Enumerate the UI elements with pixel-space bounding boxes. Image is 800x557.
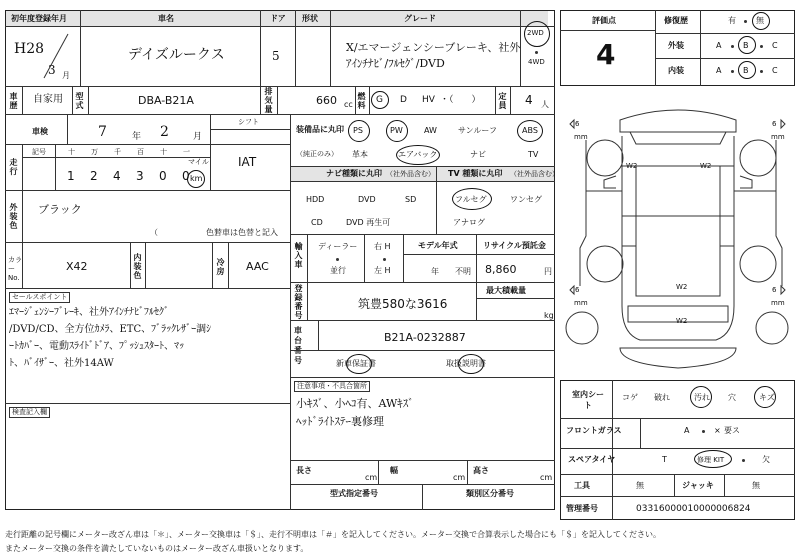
- mileage-label: 走行: [9, 158, 18, 176]
- seat-condition-item: キズ: [759, 393, 775, 402]
- wheel-front-left: [587, 140, 623, 176]
- type-approval-label: 型式指定番号: [330, 489, 378, 498]
- chassis-value: B21A-0232887: [384, 331, 466, 344]
- seat-condition-item: 穴: [728, 393, 736, 402]
- seat-scratch-circle: [754, 386, 776, 408]
- bracket-mm-rr: mm: [771, 299, 785, 307]
- tv-label: TV 種類に丸印: [448, 169, 503, 178]
- model-year-label: モデル年式: [418, 241, 458, 250]
- first-reg-era: H28: [14, 41, 45, 57]
- mileage-digit-header: 十: [160, 148, 167, 156]
- width-cm: cm: [453, 473, 466, 482]
- navi-label: ナビ種類に丸印: [326, 169, 382, 178]
- seat-condition-item: 汚れ: [694, 393, 710, 402]
- height-cm: cm: [540, 473, 553, 482]
- equip-navi: ナビ: [470, 150, 486, 159]
- displacement-label: 排気量: [264, 87, 273, 114]
- bracket-label-rl: 6: [575, 286, 580, 294]
- capacity-value: 4: [525, 93, 533, 107]
- ac-value: AAC: [246, 260, 269, 273]
- mileage-digit-header: 百: [137, 148, 144, 156]
- mileage-digit: 1: [67, 169, 75, 183]
- height-label: 高さ: [473, 466, 489, 475]
- mgmt-label: 管理番号: [566, 504, 598, 513]
- color-value: ブラック: [38, 203, 82, 216]
- bracket-mm-fl: mm: [574, 133, 588, 141]
- color-no-label: カラーNo.: [8, 256, 22, 282]
- mileage-digit-header: 一: [183, 148, 190, 156]
- mileage-digit: 4: [113, 169, 121, 183]
- equipment-sub: （純正のみ）: [296, 150, 338, 158]
- score-label: 評価点: [592, 16, 616, 25]
- recycle-value: 8,860: [485, 263, 517, 276]
- inspection-year: 7: [98, 124, 107, 140]
- color-note: 色替車は色替と記入: [206, 228, 278, 237]
- interior-label: 内装: [668, 66, 684, 75]
- max-load-kg: kg: [544, 311, 554, 320]
- drive-2wd: 2WD: [527, 29, 544, 37]
- model-value: DBA-B21A: [138, 94, 194, 107]
- grade-line2: ｱｲﾝﾁﾅﾋﾞ/ﾌﾙｾｸﾞ/DVD: [346, 57, 445, 70]
- import-label: 輸入車: [294, 242, 303, 269]
- notes-line1: 小ｷｽﾞ、小ﾍｺ有、AWｷｽﾞ: [296, 397, 414, 410]
- windshield-replace: 要ス: [724, 426, 740, 435]
- navi-sub: （社外品含む）: [386, 170, 435, 178]
- mileage-digit: 0: [159, 169, 167, 183]
- shift-value: IAT: [238, 155, 257, 169]
- mileage-digit: 2: [90, 169, 98, 183]
- inspection-label: 車検: [32, 127, 48, 136]
- door-label: ドア: [270, 14, 286, 23]
- drive-4wd: 4WD: [528, 58, 545, 66]
- score-value: 4: [596, 38, 616, 71]
- repair-none: 無: [756, 16, 764, 25]
- tv-analog: アナログ: [453, 218, 485, 227]
- seat-dirt-circle: [690, 386, 712, 408]
- model-label: 型式: [75, 92, 84, 110]
- mgmt-value: 03316000010000006824: [636, 504, 751, 514]
- mileage-digit: 0: [182, 169, 190, 183]
- equip-abs: ABS: [522, 126, 538, 135]
- interior-a: A: [716, 66, 722, 75]
- exterior-c: C: [772, 41, 778, 50]
- spare-kit: 修理 KIT: [697, 456, 725, 464]
- capacity-label: 定員: [498, 92, 507, 110]
- interior-b: B: [743, 66, 749, 75]
- mileage-digit: 3: [136, 169, 144, 183]
- jack-label: ジャッキ: [682, 481, 714, 490]
- import-right-h: 右 H: [374, 242, 391, 251]
- fuel-d: D: [400, 95, 407, 105]
- equipment-label: 装備品に丸印: [296, 125, 344, 134]
- bracket-label-fl: 6: [575, 120, 580, 128]
- w2-label-3: W2: [676, 283, 688, 291]
- wheel-spare-left: [566, 312, 598, 344]
- equip-aw: AW: [424, 126, 437, 135]
- displacement-unit: cc: [344, 100, 353, 109]
- bracket-mm-rl: mm: [574, 299, 588, 307]
- manual: 取扱説明書: [446, 359, 486, 368]
- usage-label: 車歴: [9, 92, 18, 110]
- import-dealer: ディーラー: [318, 242, 358, 251]
- exterior-b: B: [743, 41, 749, 50]
- windshield-mark: ×: [714, 426, 721, 435]
- spare-t: T: [662, 455, 667, 464]
- equip-airbag: エアバック: [398, 150, 438, 159]
- import-left-h: 左 H: [374, 266, 391, 275]
- recycle-yen: 円: [544, 267, 552, 276]
- color-no-value: X42: [66, 260, 88, 273]
- inspection-month: 2: [160, 124, 169, 140]
- repair-has: 有: [728, 16, 736, 25]
- notes-label: 注意事項・不具合箇所: [294, 381, 370, 392]
- sales-point-line: ｴﾏｰｼﾞｪﾝｼｰﾌﾞﾚｰｷ、社外ｱｲﾝﾁﾅﾋﾞﾌﾙｾｸﾞ: [9, 307, 169, 318]
- seat-condition-item: コゲ: [622, 393, 638, 402]
- mile-label: マイル: [188, 158, 209, 166]
- ac-label: 冷房: [216, 258, 225, 276]
- length-label: 長さ: [296, 466, 312, 475]
- equip-sunroof: サンルーフ: [458, 126, 497, 135]
- equip-pw: PW: [390, 126, 403, 135]
- tools-label: 工具: [574, 481, 590, 490]
- length-cm: cm: [365, 473, 378, 482]
- w2-label-2: W2: [700, 162, 712, 170]
- mileage-digit-header: 千: [114, 148, 121, 156]
- windshield-a: A: [684, 426, 690, 435]
- new-car-warranty: 新車保証書: [336, 359, 376, 368]
- sales-points-label: セールスポイント: [9, 292, 70, 303]
- interior-c: C: [772, 66, 778, 75]
- shift-label: シフト: [238, 118, 259, 126]
- bracket-label-fr: 6: [772, 120, 777, 128]
- month-unit: 月: [62, 71, 70, 80]
- exterior-label: 外装: [668, 41, 684, 50]
- registration-label: 登録番号: [294, 284, 303, 320]
- footer-line1: 走行距離の記号欄にメーター改ざん車は「＊」、メーター交換車は「＄」、走行不明車は「＃」を記入してください。メーター交換で合算表示した場合にも「＄」を記入してください。: [5, 530, 661, 539]
- capacity-unit: 人: [541, 100, 549, 109]
- recycle-label: リサイクル預託金: [483, 241, 546, 250]
- w2-label-1: W2: [626, 162, 638, 170]
- shape-label: 形状: [302, 14, 318, 23]
- first-reg-label: 初年度登録年月: [11, 14, 67, 23]
- usage-value: 自家用: [33, 94, 63, 105]
- equip-leather: 革本: [352, 150, 368, 159]
- inspection-month-unit: 月: [193, 132, 203, 142]
- navi-dvd-play: DVD 再生可: [346, 218, 391, 227]
- model-year-unit: 年: [431, 267, 439, 276]
- grade-line1: X/エマージェンシーブレーキ、社外: [346, 41, 521, 54]
- sales-point-line: ﾄ、ﾊﾞｲｻﾞｰ、社外14AW: [9, 358, 114, 369]
- spare-tire-label: スペアタイヤ: [568, 455, 616, 464]
- bracket-label-rr: 6: [772, 286, 777, 294]
- registration-value: 筑豊580な3616: [358, 297, 448, 311]
- sales-point-line: ｰﾄｶﾊﾞｰ、電動ｽﾗｲﾄﾞﾄﾞｱ、ﾌﾟｯｼｭｽﾀｰﾄ、ﾏｯ: [9, 341, 184, 352]
- import-parallel: 並行: [330, 266, 346, 275]
- tv-oneseg: ワンセグ: [510, 195, 542, 204]
- displacement-value: 660: [316, 94, 337, 107]
- inspector-label: 検査記入欄: [9, 407, 50, 418]
- footer-line2: またメーター交換の条件を満たしていないものはメーター改ざん車扱いとなります。: [5, 544, 309, 553]
- mileage-symbol-label: 記号: [32, 148, 46, 156]
- car-name-value: デイズルークス: [128, 47, 225, 63]
- car-name-label: 車名: [158, 14, 174, 23]
- w2-label-4: W2: [676, 317, 688, 325]
- category-label: 類別区分番号: [466, 489, 514, 498]
- car-damage-diagram: [560, 96, 795, 378]
- equip-ps: PS: [353, 126, 363, 135]
- fuel-hv: HV: [422, 95, 435, 105]
- mileage-digit-header: 万: [91, 148, 98, 156]
- first-reg-month: 3: [48, 63, 56, 77]
- notes-line2: ﾍｯﾄﾞﾗｲﾄｽﾃｰ裏修理: [296, 415, 384, 428]
- max-load-label: 最大積載量: [486, 286, 526, 295]
- doors-value: 5: [272, 49, 280, 63]
- interior-seat-label: 室内シート: [572, 390, 604, 410]
- wheel-front-right: [740, 140, 776, 176]
- fuel-label: 燃料: [357, 92, 366, 110]
- wheel-spare-right: [756, 312, 788, 344]
- mileage-digit-header: 十: [68, 148, 75, 156]
- navi-dvd: DVD: [358, 195, 376, 204]
- navi-cd: CD: [311, 218, 323, 227]
- grade-label: グレード: [404, 14, 436, 23]
- fuel-g: G: [376, 95, 383, 105]
- spare-missing: 欠: [762, 455, 770, 464]
- tv-fullseg: フルセグ: [455, 195, 487, 204]
- km-label: km: [190, 174, 203, 183]
- color-paren: （ ）: [150, 228, 222, 237]
- sales-point-line: /DVD/CD、全方位ｶﾒﾗ、ETC、ﾌﾞﾗｯｸﾚｻﾞｰ調ｼ: [9, 324, 212, 335]
- navi-hdd: HDD: [306, 195, 325, 204]
- color-label: 外装色: [9, 203, 18, 230]
- tv-sub: （社外品含む）: [510, 170, 559, 178]
- navi-sd: SD: [405, 195, 417, 204]
- wheel-rear-left: [587, 246, 623, 282]
- seat-condition-item: 破れ: [654, 393, 670, 402]
- fuel-other: ・（ ）: [440, 95, 481, 105]
- wheel-rear-right: [740, 246, 776, 282]
- inspection-year-unit: 年: [132, 132, 142, 142]
- windshield-label: フロントガラス: [566, 426, 622, 435]
- equip-tv: TV: [528, 150, 539, 159]
- repair-history-label: 修復歴: [664, 16, 688, 25]
- chassis-label: 車台番号: [294, 326, 302, 365]
- bracket-mm-fr: mm: [771, 133, 785, 141]
- jack-value: 無: [752, 481, 760, 490]
- width-label: 幅: [390, 466, 398, 475]
- model-year-unknown: 不明: [455, 267, 471, 276]
- exterior-a: A: [716, 41, 722, 50]
- tools-value: 無: [636, 481, 644, 490]
- interior-color-label: 内装色: [133, 253, 142, 280]
